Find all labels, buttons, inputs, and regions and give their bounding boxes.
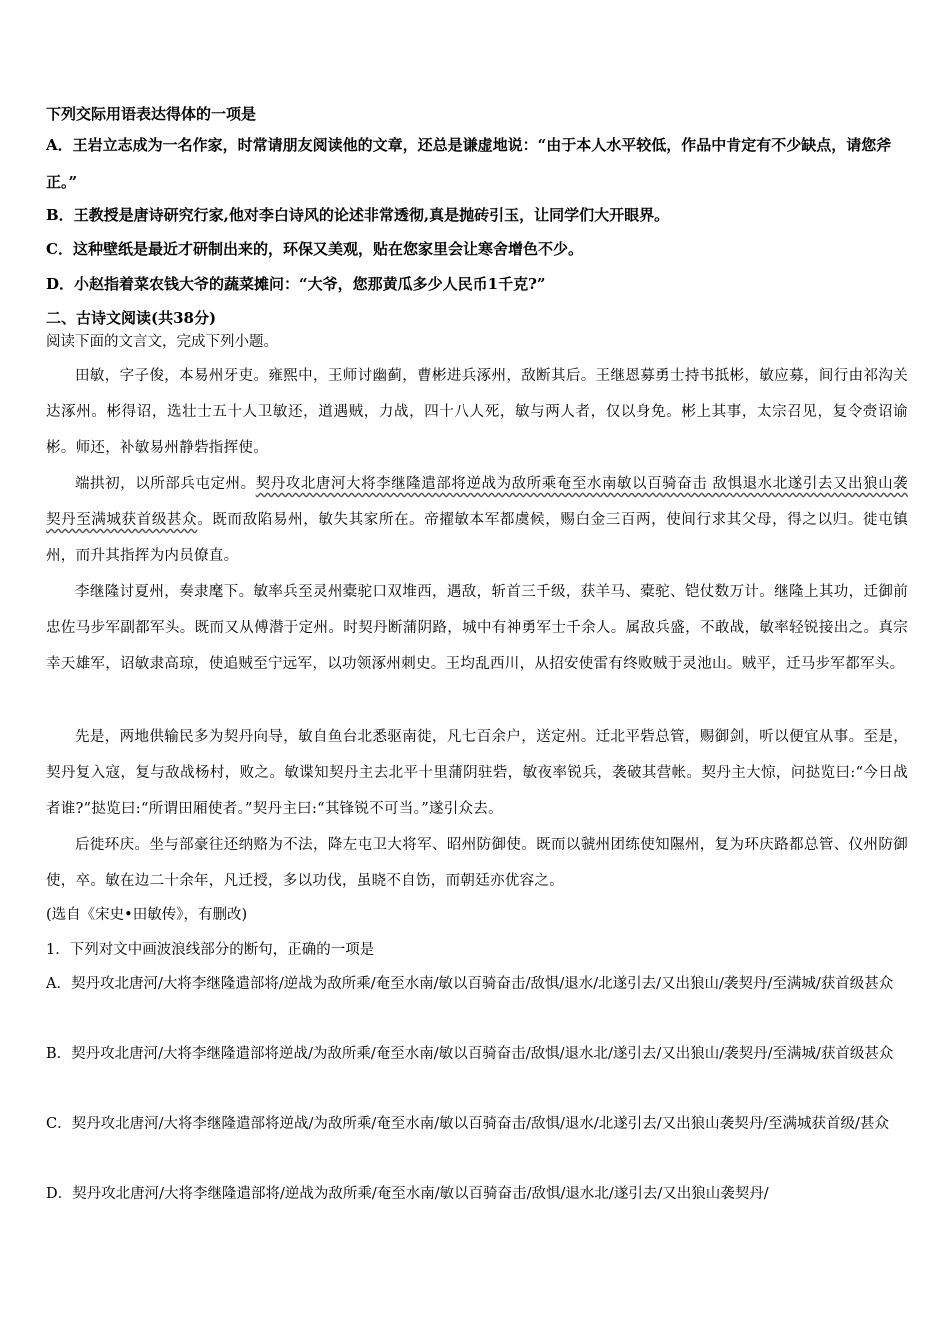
question-1-option-b: B．契丹攻北唐河/大将李继隆遣部将逆战/为敌所乘/奄至水南/敏以百骑奋击/敌惧/退水北/遂引去/又出狼山/袭契丹/至满城/获首级甚众	[46, 1046, 894, 1062]
option-a: A．王岩立志成为一名作家，时常请朋友阅读他的文章，还总是谦虚地说：“由于本人水平较低，作品中肯定有不少缺点，请您斧正。”	[46, 136, 892, 191]
wavy-underlined-text: 契丹攻北唐河大将李继隆遣部将逆战为敌所乘奄至水南敏以百骑奋击 敌惧退水北遂引去又出狼山袭契丹至满城获首级甚众	[46, 476, 908, 528]
passage-paragraph-3: 李继隆讨夏州，奏隶麾下。敏率兵至灵州橐驼口双堆西，遇敌，斩首三千级，获羊马、橐驼、铠仗数万计。继隆上其功，迁御前忠佐马步军副都军头。既而又从傅潜于定州。时契丹断蒲阴路，城中有神勇军士千余人。属敌兵盛，不敢战，敏率轻锐接出之。真宗幸天雄军，诏敏隶高琼，使追贼至宁远军，以功领涿州刺史。王均乱西川，从招安使雷有终败贼于灵池山。贼平，迁马步军都军头。	[46, 584, 908, 672]
passage-source: (选自《宋史•田敏传》，有删改)	[46, 907, 248, 923]
question-1-stem: 1．下列对文中画波浪线部分的断句，正确的一项是	[46, 942, 375, 958]
paragraph-2-end: 。既而敌陷易州，敏失其家所在。帝擢敏本军都虞候，赐白金三百两，使间行求其父母，得之以归。徙屯镇州，而升其指挥为内员僚直。	[46, 512, 908, 564]
question-1-option-d: D．契丹攻北唐河/大将李继隆遣部将/逆战为敌所乘/奄至水南/敏以百骑奋击/敌惧/退水北/遂引去/又出狼山袭契丹/	[46, 1186, 769, 1202]
section-title: 二、古诗文阅读(共38分)	[46, 309, 217, 327]
passage-paragraph-4: 先是，两地供输民多为契丹向导，敏自鱼台北悉驱南徙，凡七百余户，送定州。迁北平砦总管，赐御剑，听以便宜从事。至是，契丹复入寇，复与敌战杨村，败之。敏谍知契丹主去北平十里蒲阴驻砦，敏夜率锐兵，袭破其营帐。契丹主大惊，问挞览曰:“今日战者谁?”挞览曰:“所谓田厢使者。”契丹主曰:“其锋锐不可当。”遂引众去。	[46, 729, 908, 817]
paragraph-2-start: 端拱初，以所部兵屯定州。	[75, 476, 256, 492]
passage-paragraph-5: 后徙环庆。坐与部豪往还纳赂为不法，降左屯卫大将军、昭州防御使。既而以虢州团练使知隰州，复为环庆路都总管、仪州防御使，卒。敏在边二十余年，凡迁授，多以功伐，虽晓不自饬，而朝廷亦优容之。	[46, 837, 908, 889]
question-1-option-c: C．契丹攻北唐河/大将李继隆遣部将逆战/为敌所乘/奄至水南/敏以百骑奋击/敌惧/退水/北遂引去/又出狼山袭契丹/至满城获首级/甚众	[46, 1116, 889, 1132]
option-c: C．这种壁纸是最近才研制出来的，环保又美观，贴在您家里会让寒舍增色不少。	[46, 240, 583, 258]
section-intro: 阅读下面的文言文，完成下列小题。	[46, 334, 278, 350]
passage-paragraph-2	[46, 466, 908, 574]
question-1-option-a: A．契丹攻北唐河/大将李继隆遣部将/逆战为敌所乘/奄至水南/敏以百骑奋击/敌惧/退水/北遂引去/又出狼山/袭契丹/至满城/获首级甚众	[46, 976, 894, 992]
option-d: D．小赵指着菜农钱大爷的蔬菜摊问：“大爷，您那黄瓜多少人民币1千克?”	[46, 275, 546, 293]
option-b: B．王教授是唐诗研究行家,他对李白诗风的论述非常透彻,真是抛砖引玉，让同学们大开眼界。	[46, 206, 670, 224]
passage-paragraph-1: 田敏，字子俊，本易州牙吏。雍熙中，王师讨幽蓟，曹彬进兵涿州，敌断其后。王继恩募勇士持书抵彬，敏应募，间行由祁沟关达涿州。彬得诏，选壮士五十人卫敏还，道遇贼，力战，四十八人死，敏与两人者，仅以身免。彬上其事，太宗召见，复令赍诏谕彬。师还，补敏易州静砦指挥使。	[46, 368, 908, 456]
question-stem: 下列交际用语表达得体的一项是	[46, 105, 257, 123]
